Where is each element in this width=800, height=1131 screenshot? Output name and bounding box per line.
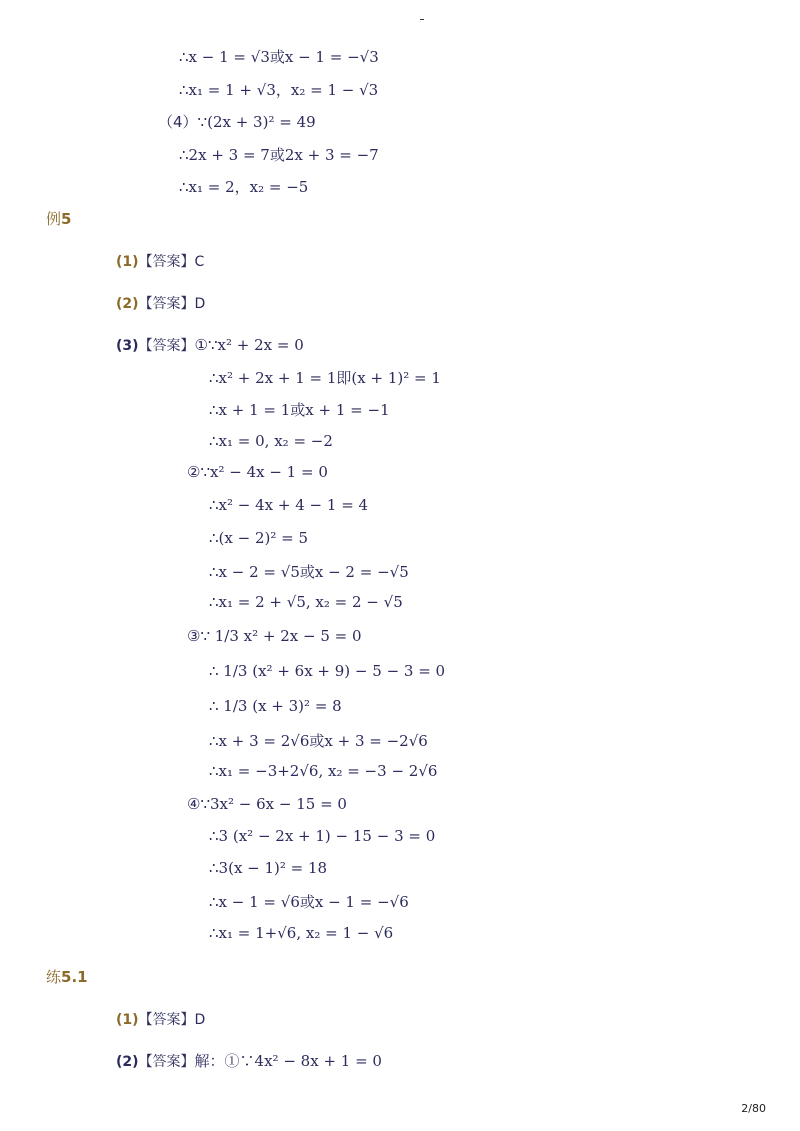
answer-tag: 【答案】 [138, 254, 195, 270]
step-line: ∴x − 1 = √6或x − 1 = −√6 [209, 893, 409, 911]
step-line: ∴x₁ = 0, x₂ = −2 [209, 432, 333, 450]
step-line: ∴x₁ = 1+√6, x₂ = 1 − √6 [209, 924, 394, 942]
answer-tag: 【答案】 [138, 296, 195, 312]
solution-line: ∴x − 1 = √3或x − 1 = −√3 [179, 48, 379, 66]
practice-5-1-q2 [116, 1050, 382, 1071]
step-line: ∴x + 3 = 2√6或x + 3 = −2√6 [209, 732, 428, 750]
step-line: ∴3(x − 1)² = 18 [209, 859, 328, 877]
practice-5-1-heading [46, 966, 88, 987]
step-4: ④∵3x² − 6x − 15 = 0 [187, 795, 347, 813]
answer-value: D [194, 296, 206, 312]
step-line: ∴x + 1 = 1或x + 1 = −1 [209, 401, 390, 419]
heading-prefix: 练 [46, 968, 62, 986]
step-line: ∴(x − 2)² = 5 [209, 529, 309, 547]
solution-line: ∴x₁ = 2，x₂ = −5 [179, 178, 309, 196]
top-dash-mark [420, 19, 424, 20]
step-1: ①∵x² + 2x = 0 [194, 336, 304, 354]
question-number: (1) [116, 254, 139, 270]
step-3: ③∵ 1/3 x² + 2x − 5 = 0 [187, 627, 362, 645]
question-number: (1) [116, 1012, 139, 1028]
part-4-label: （4） [158, 113, 198, 131]
example-5-q2 [116, 293, 205, 313]
step-line: ∴x² + 2x + 1 = 1即(x + 1)² = 1 [209, 369, 441, 387]
question-number: (3) [116, 338, 139, 354]
answer-value: 解：①∵4x² − 8x + 1 = 0 [194, 1052, 382, 1070]
question-number: (2) [116, 1054, 139, 1070]
page-number: 2/80 [741, 1102, 766, 1115]
answer-value: D [194, 1012, 206, 1028]
answer-tag: 【答案】 [138, 1012, 195, 1028]
answer-value: C [194, 254, 205, 270]
solution-line: ∴x₁ = 1 + √3，x₂ = 1 − √3 [179, 81, 379, 99]
step-line: ∴3 (x² − 2x + 1) − 15 − 3 = 0 [209, 827, 436, 845]
step-2: ②∵x² − 4x − 1 = 0 [187, 463, 328, 481]
step-line: ∴x₁ = 2 + √5, x₂ = 2 − √5 [209, 593, 403, 611]
part-4-equation: ∵(2x + 3)² = 49 [197, 113, 316, 131]
solution-line: ∴2x + 3 = 7或2x + 3 = −7 [179, 146, 379, 164]
step-line: ∴x² − 4x + 4 − 1 = 4 [209, 496, 369, 514]
step-line: ∴x₁ = −3+2√6, x₂ = −3 − 2√6 [209, 762, 438, 780]
heading-number: 5.1 [61, 968, 88, 986]
example-5-heading [46, 208, 71, 229]
example-5-q1 [116, 251, 204, 271]
heading-prefix: 例 [46, 210, 62, 228]
answer-tag: 【答案】 [138, 338, 195, 354]
answer-tag: 【答案】 [138, 1054, 195, 1070]
step-line: ∴ 1/3 (x + 3)² = 8 [209, 697, 342, 715]
heading-number: 5 [61, 210, 72, 228]
step-line: ∴x − 2 = √5或x − 2 = −√5 [209, 563, 409, 581]
question-number: (2) [116, 296, 139, 312]
example-5-q3 [116, 335, 304, 355]
step-line: ∴ 1/3 (x² + 6x + 9) − 5 − 3 = 0 [209, 662, 446, 680]
part-4-line [158, 111, 316, 132]
practice-5-1-q1 [116, 1009, 205, 1029]
